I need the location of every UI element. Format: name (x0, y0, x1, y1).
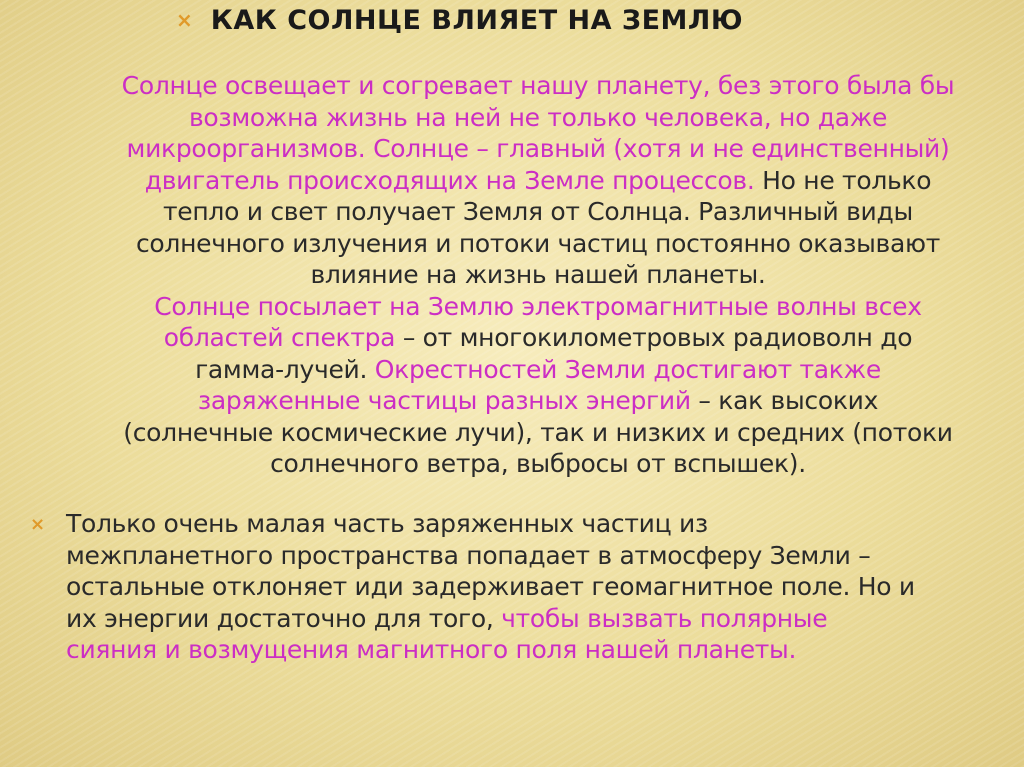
paragraph-2 (66, 508, 966, 666)
bullet-cross-icon: × (30, 514, 46, 535)
paragraph-1 (68, 70, 1008, 480)
bullet-paragraph-2 (30, 508, 990, 666)
p1-line-5: тепло и свет получает Земля от Солнца. Различный виды (163, 197, 913, 226)
p2-line-2: межпланетного пространства попадает в атмосферу Земли – (66, 540, 871, 570)
p1-line-9-highlight: областей спектра (163, 323, 396, 352)
p1-line-4-highlight: двигатель происходящих на Земле процессов. (144, 165, 755, 195)
p1-line-11-rest: – как высоких (690, 386, 879, 415)
p1-line-4-rest: Но не только (754, 165, 932, 195)
p2-line-4-start: их энергии достаточно для того, (66, 603, 502, 633)
p2-line-4-highlight: чтобы вызвать полярные (501, 603, 828, 633)
bullet-cross-icon: × (176, 8, 193, 32)
p2-line-1: Только очень малая часть заряженных частиц из (66, 509, 708, 538)
p1-line-10-start: гамма-лучей. (195, 354, 375, 384)
paragraph-block-1 (68, 70, 1008, 480)
p1-line-3: микроорганизмов. Солнце – главный (хотя и не единственный) (126, 134, 950, 163)
p1-line-11-highlight: заряженные частицы разных энергий (197, 386, 691, 415)
slide-title: КАК СОЛНЦЕ ВЛИЯЕТ НА ЗЕМЛЮ (210, 4, 744, 36)
p1-line-13: солнечного ветра, выбросы от вспышек). (270, 449, 806, 478)
p2-line-3: остальные отклоняет иди задерживает геомагнитное поле. Но и (66, 572, 915, 601)
p1-line-2: возможна жизнь на ней не только человека, но даже (188, 102, 888, 132)
p1-line-8: Солнце посылает на Землю электромагнитные волны всех (154, 291, 922, 321)
p1-line-7: влияние на жизнь нашей планеты. (310, 260, 766, 289)
p1-line-6: солнечного излучения и потоки частиц постоянно оказывают (135, 228, 940, 258)
p2-line-5-highlight: сияния и возмущения магнитного поля нашей планеты. (66, 635, 797, 664)
p1-line-12: (солнечные космические лучи), так и низких и средних (потоки (123, 417, 953, 447)
p1-line-10-highlight: Окрестностей Земли достигают также (374, 354, 881, 384)
title-row (176, 0, 743, 40)
p1-line-9-rest: – от многокилометровых радиоволн до (395, 323, 913, 352)
p1-line-1: Солнце освещает и согревает нашу планету, без этого была бы (121, 71, 955, 100)
